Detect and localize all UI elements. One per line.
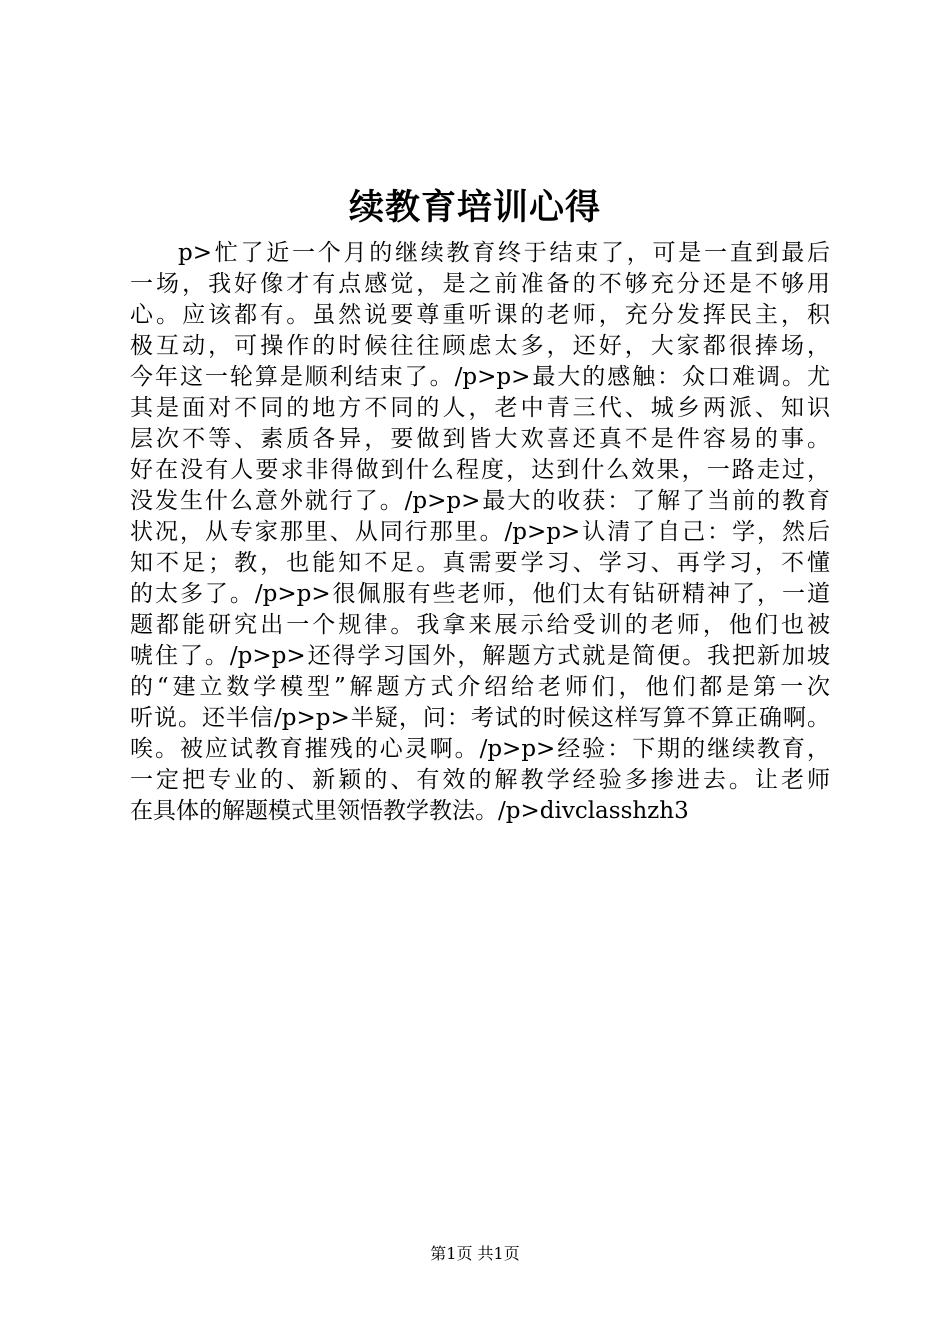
page-number: 第1页 共1页 — [430, 1244, 520, 1263]
document-title: 续教育培训心得 — [348, 187, 601, 228]
body-line: 唬住了。/p>p>还得学习国外，解题方式就是简便。我把新加坡 — [130, 643, 830, 669]
body-line: 的太多了。/p>p>很佩服有些老师，他们太有钻研精神了，一道 — [130, 581, 830, 607]
body-line: 听说。还半信/p>p>半疑，问：考试的时候这样写算不算正确啊。 — [130, 705, 830, 731]
body-line: 好在没有人要求非得做到什么程度，达到什么效果，一路走过， — [130, 457, 830, 483]
body-line: 今年这一轮算是顺利结束了。/p>p>最大的感触：众口难调。尤 — [130, 364, 830, 390]
body-line: 的“建立数学模型”解题方式介绍给老师们，他们都是第一次 — [130, 674, 830, 700]
body-line: 状况，从专家那里、从同行那里。/p>p>认清了自己：学，然后 — [130, 519, 830, 545]
body-line: 题都能研究出一个规律。我拿来展示给受训的老师，他们也被 — [130, 612, 830, 638]
body-line: 一定把专业的、新颖的、有效的解教学经验多掺进去。让老师 — [130, 767, 830, 793]
body-line: p>忙了近一个月的继续教育终于结束了，可是一直到最后 — [178, 240, 830, 266]
body-line: 唉。被应试教育摧残的心灵啊。/p>p>经验：下期的继续教育， — [130, 736, 830, 762]
document-body — [130, 238, 830, 827]
body-line: 一场，我好像才有点感觉，是之前准备的不够充分还是不够用 — [130, 271, 830, 297]
body-line: 其是面对不同的地方不同的人，老中青三代、城乡两派、知识 — [130, 395, 830, 421]
body-line: 层次不等、素质各异，要做到皆大欢喜还真不是件容易的事。 — [130, 426, 830, 452]
body-line: 在具体的解题模式里领悟教学教法。/p>divclasshzh3 — [130, 798, 689, 824]
body-line: 知不足；教，也能知不足。真需要学习、学习、再学习，不懂 — [130, 550, 830, 576]
body-line: 没发生什么意外就行了。/p>p>最大的收获：了解了当前的教育 — [130, 488, 830, 514]
body-line: 心。应该都有。虽然说要尊重听课的老师，充分发挥民主，积 — [130, 302, 830, 328]
body-line: 极互动，可操作的时候往往顾虑太多，还好，大家都很捧场， — [130, 333, 830, 359]
